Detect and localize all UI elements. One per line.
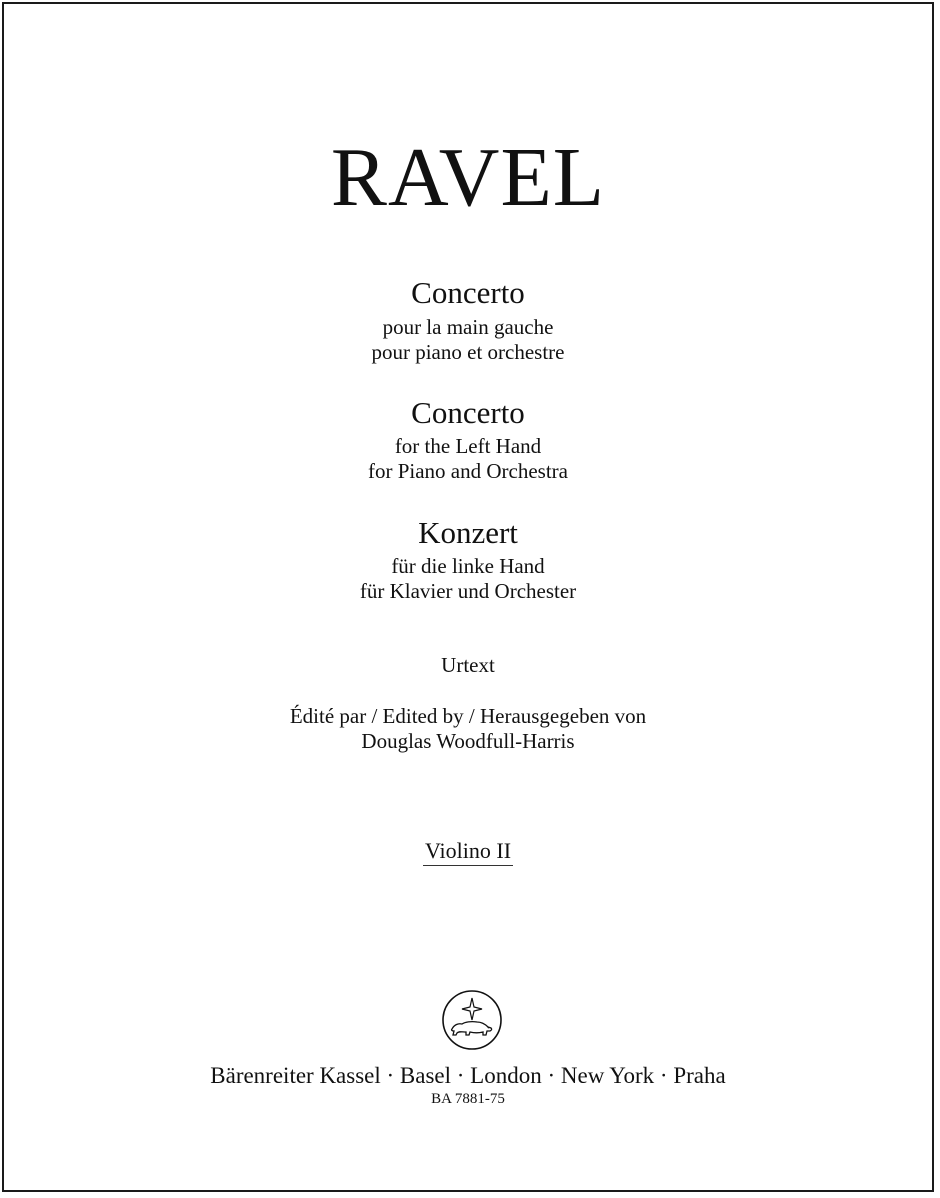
german-subtitle-1: für die linke Hand [391, 554, 545, 578]
composer-name: RAVEL [330, 131, 606, 224]
german-subtitle-2: für Klavier und Orchester [359, 579, 577, 603]
french-subtitle-2: pour piano et orchestre [371, 340, 565, 364]
baerenreiter-bear-logo-icon [441, 989, 503, 1051]
english-subtitle-2: for Piano and Orchestra [367, 459, 568, 483]
part-label: Violino II [423, 840, 513, 866]
urtext-label: Urtext [441, 653, 495, 677]
editor-name: Douglas Woodfull-Harris [361, 729, 575, 753]
french-subtitle-1: pour la main gauche [382, 315, 554, 339]
english-title: Concerto [411, 395, 525, 430]
part-label-wrapper [4, 840, 932, 866]
title-page [2, 2, 934, 1192]
english-subtitle-1: for the Left Hand [394, 434, 542, 458]
publisher-line: Bärenreiter Kassel · Basel · London · New York · Praha [210, 1063, 726, 1088]
edited-by-label: Édité par / Edited by / Herausgegeben von [289, 704, 647, 728]
catalog-number: BA 7881-75 [431, 1091, 505, 1107]
german-title: Konzert [418, 515, 518, 550]
french-title: Concerto [411, 275, 525, 310]
